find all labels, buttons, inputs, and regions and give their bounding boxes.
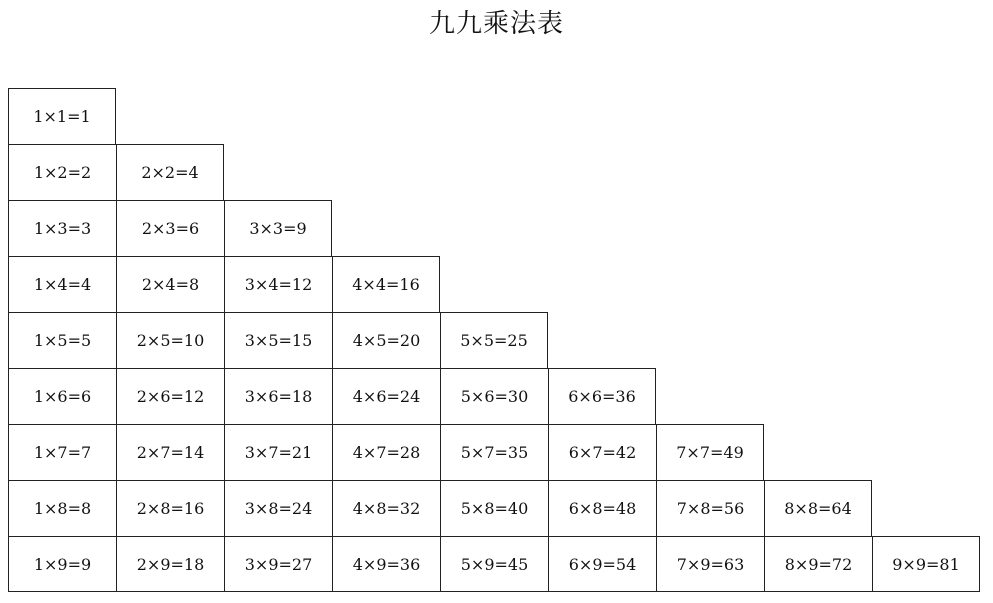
table-cell: 6×6=36 [548,368,656,424]
table-cell: 3×5=15 [224,312,332,368]
table-cell: 3×7=21 [224,424,332,480]
page-title: 九九乘法表 [428,9,564,39]
table-cell: 3×4=12 [224,256,332,312]
table-row [8,256,980,312]
table-row [8,480,980,536]
table-cell: 5×5=25 [440,312,548,368]
table-cell: 1×8=8 [8,480,116,536]
table-cell: 7×8=56 [656,480,764,536]
table-cell: 4×9=36 [332,536,440,592]
table-row [8,144,980,200]
table-cell: 3×9=27 [224,536,332,592]
table-row [8,368,980,424]
table-cell: 7×7=49 [656,424,764,480]
table-cell: 7×9=63 [656,536,764,592]
table-cell: 1×9=9 [8,536,116,592]
table-cell: 5×7=35 [440,424,548,480]
table-cell: 6×9=54 [548,536,656,592]
table-cell: 8×8=64 [764,480,872,536]
table-cell: 6×7=42 [548,424,656,480]
table-cell: 1×7=7 [8,424,116,480]
table-cell: 2×2=4 [116,144,224,200]
table-cell: 3×3=9 [224,200,332,256]
table-cell: 1×4=4 [8,256,116,312]
table-cell: 2×9=18 [116,536,224,592]
table-cell: 1×6=6 [8,368,116,424]
table-cell: 4×6=24 [332,368,440,424]
table-row [8,312,980,368]
table-row [8,88,980,144]
table-cell: 4×5=20 [332,312,440,368]
table-cell: 1×1=1 [8,88,116,144]
table-cell: 3×8=24 [224,480,332,536]
table-cell: 1×5=5 [8,312,116,368]
table-row [8,200,980,256]
table-cell: 4×4=16 [332,256,440,312]
table-cell: 9×9=81 [872,536,980,592]
multiplication-table [8,88,980,592]
table-cell: 5×6=30 [440,368,548,424]
table-cell: 6×8=48 [548,480,656,536]
table-cell: 2×6=12 [116,368,224,424]
table-cell: 4×7=28 [332,424,440,480]
table-cell: 1×3=3 [8,200,116,256]
table-cell: 4×8=32 [332,480,440,536]
table-row [8,424,980,480]
table-cell: 2×8=16 [116,480,224,536]
table-cell: 8×9=72 [764,536,872,592]
table-cell: 2×3=6 [116,200,224,256]
table-cell: 2×7=14 [116,424,224,480]
table-cell: 2×4=8 [116,256,224,312]
table-cell: 1×2=2 [8,144,116,200]
table-row [8,536,980,592]
table-cell: 2×5=10 [116,312,224,368]
table-cell: 5×8=40 [440,480,548,536]
table-cell: 5×9=45 [440,536,548,592]
table-cell: 3×6=18 [224,368,332,424]
